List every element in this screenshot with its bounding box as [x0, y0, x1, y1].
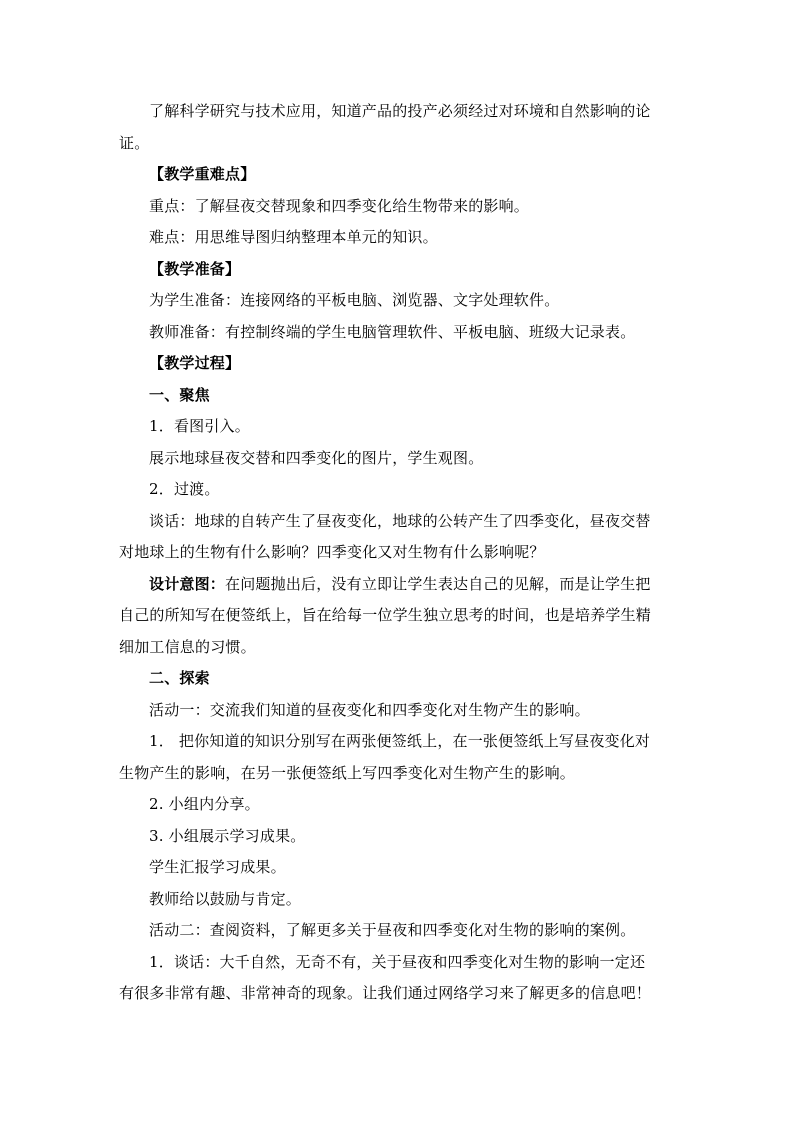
paragraph-line: 3. 小组展示学习成果。 [149, 826, 306, 845]
document-body [119, 96, 679, 1010]
section-heading-preparation: 【教学准备】 [149, 259, 241, 278]
paragraph-line: 活动二：查阅资料，了解更多关于昼夜和四季变化对生物的影响的案例。 [149, 921, 636, 939]
paragraph-line: 展示地球昼夜交替和四季变化的图片，学生观图。 [149, 448, 484, 467]
paragraph-line: 1．看图引入。 [149, 417, 250, 435]
paragraph-line: 1． 把你知道的知识分别写在两张便签纸上，在一张便签纸上写昼夜变化对 [149, 732, 651, 750]
section-heading-process: 【教学过程】 [149, 354, 241, 372]
paragraph-line: 谈话：地球的自转产生了昼夜变化，地球的公转产生了四季变化，昼夜交替 [149, 511, 651, 530]
paragraph-line: 2．过渡。 [149, 480, 220, 498]
paragraph-line: 活动一：交流我们知道的昼夜变化和四季变化对生物产生的影响。 [149, 700, 590, 719]
paragraph-line: 教师给以鼓励与肯定。 [149, 889, 302, 908]
paragraph-line: 重点：了解昼夜交替现象和四季变化给生物带来的影响。 [149, 196, 530, 215]
paragraph-line: 有很多非常有趣、非常神奇的现象。让我们通过网络学习来了解更多的信息吧！ [119, 984, 652, 1002]
section-heading-key-difficulties: 【教学重难点】 [149, 165, 256, 183]
paragraph-line: 自己的所知写在便签纸上，旨在给每一位学生独立思考的时间，也是培养学生精 [119, 606, 652, 624]
paragraph-line: 了解科学研究与技术应用，知道产品的投产必须经过对环境和自然影响的论 [149, 102, 651, 120]
paragraph-line: 教师准备：有控制终端的学生电脑管理软件、平板电脑、班级大记录表。 [149, 322, 636, 341]
paragraph-line: 2. 小组内分享。 [149, 795, 260, 813]
paragraph-line: 学生汇报学习成果。 [149, 858, 286, 876]
design-intent-line [119, 569, 679, 601]
paragraph-line: 难点：用思维导图归纳整理本单元的知识。 [149, 228, 438, 246]
subheading-explore: 二、探索 [149, 669, 210, 687]
design-intent-text: 在问题抛出后，没有立即让学生表达自己的见解，而是让学生把 [225, 574, 651, 593]
paragraph-line: 证。 [119, 133, 150, 152]
paragraph-line: 细加工信息的习惯。 [119, 637, 256, 656]
paragraph-line: 1．谈话：大千自然，无奇不有，关于昼夜和四季变化对生物的影响一定还 [149, 952, 646, 971]
paragraph-line: 生物产生的影响，在另一张便签纸上写四季变化对生物产生的影响。 [119, 763, 576, 782]
design-intent-label: 设计意图： [149, 574, 226, 593]
paragraph-line: 对地球上的生物有什么影响？四季变化又对生物有什么影响呢？ [119, 543, 545, 561]
paragraph-line: 为学生准备：连接网络的平板电脑、浏览器、文字处理软件。 [149, 291, 560, 309]
subheading-focus: 一、聚焦 [149, 385, 210, 404]
